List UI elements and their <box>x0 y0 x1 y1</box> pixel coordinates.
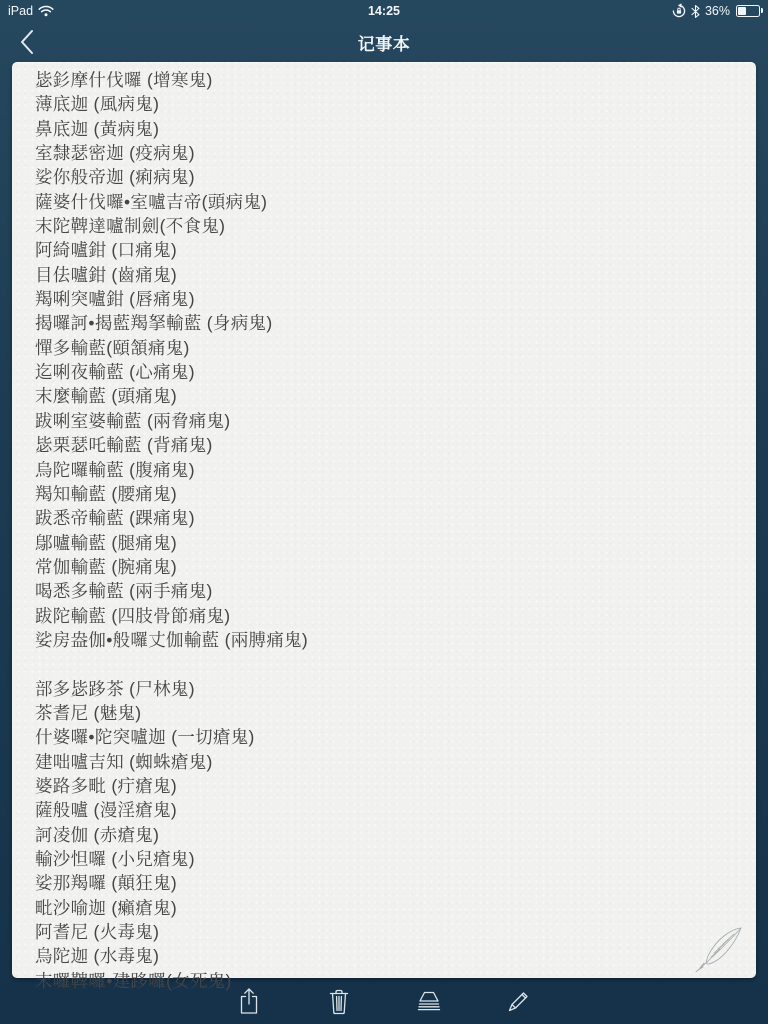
note-line: 阿耆尼 (火毒鬼) <box>35 922 160 943</box>
note-line: 末囉鞞囉•建跢囉(女死鬼) <box>35 970 232 991</box>
note-line: 鄔嚧輸藍 (腿痛鬼) <box>35 532 178 553</box>
stack-icon <box>415 988 443 1014</box>
note-line: 羯知輸藍 (腰痛鬼) <box>35 483 178 504</box>
share-icon <box>237 987 261 1015</box>
note-line: 室隸瑟密迦 (疫病鬼) <box>35 143 195 164</box>
note-line: 揭囉訶•揭藍羯拏輸藍 (身病鬼) <box>35 313 273 334</box>
note-line: 末陀鞞達嚧制劍(不食鬼) <box>35 216 226 237</box>
status-bar <box>0 0 768 22</box>
note-line: 薩般嚧 (漫淫瘡鬼) <box>35 800 178 821</box>
note-line: 建咄嚧吉知 (蜘蛛瘡鬼) <box>35 751 213 772</box>
note-line: 跋陀輸藍 (四肢骨節痛鬼) <box>35 605 231 626</box>
trash-icon <box>327 987 351 1015</box>
note-line: 娑那羯囉 (顛狂鬼) <box>35 873 178 894</box>
note-line: 烏陀迦 (水毒鬼) <box>35 946 160 967</box>
note-line: 鼻底迦 (黃病鬼) <box>35 118 160 139</box>
note-line: 毖釤摩什伐囉 (增寒鬼) <box>35 70 213 90</box>
pencil-icon <box>506 988 532 1014</box>
note-line: 部多毖跢茶 (尸林鬼) <box>35 678 195 699</box>
bottom-toolbar <box>0 978 768 1024</box>
note-line: 烏陀囉輸藍 (腹痛鬼) <box>35 459 195 480</box>
note-line: 目佉嚧鉗 (齒痛鬼) <box>35 264 178 285</box>
note-line: 憚多輸藍(頤頷痛鬼) <box>35 337 190 358</box>
note-line: 阿綺嚧鉗 (口痛鬼) <box>35 240 178 261</box>
battery-fill <box>738 7 746 16</box>
note-line: 薄底迦 (風病鬼) <box>35 94 160 115</box>
battery-percent: 36% <box>704 4 730 18</box>
nav-bar <box>0 22 768 62</box>
note-line: 什婆囉•陀突嚧迦 (一切瘡鬼) <box>35 727 255 748</box>
battery-icon <box>736 5 760 18</box>
note-line: 訶凌伽 (赤瘡鬼) <box>35 824 160 845</box>
share-button[interactable] <box>234 986 264 1016</box>
note-line: 迄唎夜輸藍 (心痛鬼) <box>35 362 195 383</box>
note-line: 婆路多毗 (疔瘡鬼) <box>35 775 178 796</box>
edit-button[interactable] <box>504 986 534 1016</box>
device-label: iPad <box>8 4 34 18</box>
page-title: 记事本 <box>357 35 411 54</box>
note-line: 跋唎室婆輸藍 (兩脅痛鬼) <box>35 410 231 431</box>
note-paper[interactable] <box>12 62 756 991</box>
note-line: 娑你般帝迦 (痢病鬼) <box>35 167 195 188</box>
note-line <box>35 652 742 676</box>
note-line: 末麼輸藍 (頭痛鬼) <box>35 386 178 407</box>
note-line: 毗沙喻迦 (癩瘡鬼) <box>35 897 178 918</box>
note-line: 輸沙怛囉 (小兒瘡鬼) <box>35 849 195 869</box>
delete-button[interactable] <box>324 986 354 1016</box>
note-line: 羯唎突嚧鉗 (唇痛鬼) <box>35 289 195 310</box>
note-line: 喝悉多輸藍 (兩手痛鬼) <box>35 581 213 602</box>
note-line: 茶耆尼 (魅鬼) <box>35 702 142 723</box>
note-content <box>12 62 756 993</box>
clock: 14:25 <box>368 4 400 18</box>
note-line: 薩婆什伐囉•室嚧吉帝(頭病鬼) <box>35 191 268 212</box>
note-line: 毖栗瑟吒輸藍 (背痛鬼) <box>35 435 213 456</box>
stack-button[interactable] <box>414 986 444 1016</box>
note-line: 跋悉帝輸藍 (踝痛鬼) <box>35 508 195 529</box>
note-line: 娑房盎伽•般囉丈伽輸藍 (兩膊痛鬼) <box>35 629 309 650</box>
note-line: 常伽輸藍 (腕痛鬼) <box>35 556 178 577</box>
feather-quill-icon <box>690 924 748 974</box>
